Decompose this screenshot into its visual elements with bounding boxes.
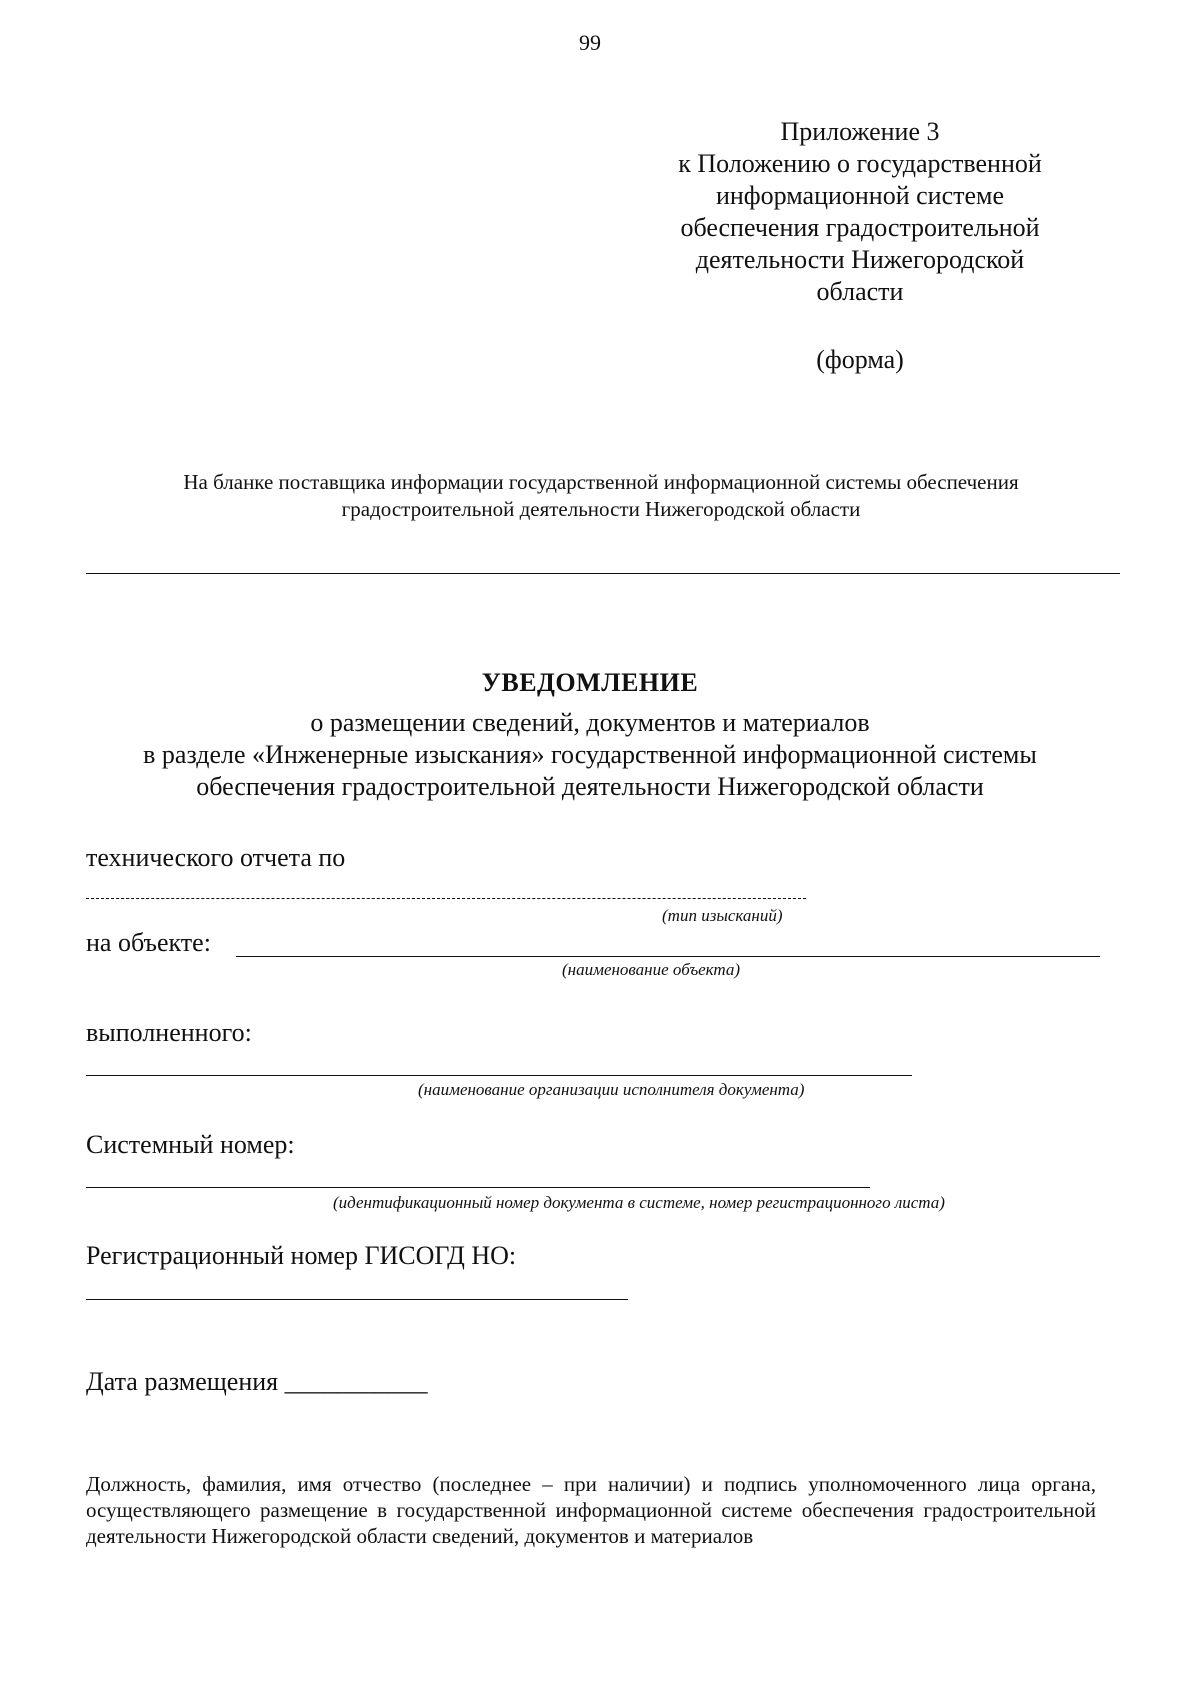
appendix-header bbox=[600, 116, 1120, 308]
performer-line[interactable] bbox=[86, 1075, 912, 1076]
letterhead-note-line: На бланке поставщика информации государственной информационной системы обеспечения bbox=[183, 470, 1019, 494]
appendix-line: обеспечения градостроительной bbox=[680, 213, 1040, 242]
appendix-line: деятельности Нижегородской bbox=[695, 245, 1025, 274]
registration-number-line[interactable] bbox=[86, 1299, 628, 1300]
registration-number-label: Регистрационный номер ГИСОГД НО: bbox=[86, 1241, 517, 1270]
system-number-label: Системный номер: bbox=[86, 1130, 295, 1159]
placement-date-text: Дата размещения bbox=[86, 1367, 279, 1396]
document-title: УВЕДОМЛЕНИЕ bbox=[481, 668, 699, 697]
document-subtitle bbox=[60, 707, 1120, 803]
subtitle-line: о размещении сведений, документов и материалов bbox=[310, 708, 870, 737]
subtitle-line: обеспечения градостроительной деятельности Нижегородской области bbox=[196, 772, 984, 801]
appendix-line: области bbox=[816, 277, 904, 306]
object-name-line[interactable] bbox=[236, 956, 1100, 957]
appendix-line: к Положению о государственной bbox=[678, 149, 1042, 178]
placement-date-blank[interactable]: ___________ bbox=[284, 1367, 428, 1396]
signature-note: Должность, фамилия, имя отчество (последнее – при наличии) и подпись уполномоченного лица органа, осуществляющего размещение в государственной информационной системе обеспечения градостроительной деятельности Нижегородской области сведений, документов и материалов bbox=[86, 1472, 1096, 1548]
letterhead-divider bbox=[86, 573, 1120, 574]
system-number-hint: (идентификационный номер документа в системе, номер регистрационного листа) bbox=[333, 1193, 945, 1212]
object-name-hint: (наименование объекта) bbox=[562, 960, 741, 979]
placement-date-label bbox=[86, 1367, 428, 1397]
letterhead-note bbox=[86, 469, 1116, 523]
object-label: на объекте: bbox=[86, 928, 211, 957]
report-type-hint: (тип изысканий) bbox=[662, 906, 783, 925]
letterhead-note-line: градостроительной деятельности Нижегородской области bbox=[341, 497, 861, 521]
performed-label: выполненного: bbox=[86, 1018, 252, 1047]
page-number: 99 bbox=[579, 30, 601, 55]
appendix-line: информационной системе bbox=[715, 181, 1005, 210]
appendix-line: Приложение 3 bbox=[780, 117, 940, 146]
report-label: технического отчета по bbox=[86, 843, 346, 872]
performer-hint: (наименование организации исполнителя документа) bbox=[418, 1080, 805, 1099]
system-number-line[interactable] bbox=[86, 1187, 870, 1188]
report-type-line[interactable] bbox=[86, 898, 806, 899]
form-label: (форма) bbox=[816, 345, 904, 374]
subtitle-line: в разделе «Инженерные изыскания» государственной информационной системы bbox=[143, 740, 1037, 769]
